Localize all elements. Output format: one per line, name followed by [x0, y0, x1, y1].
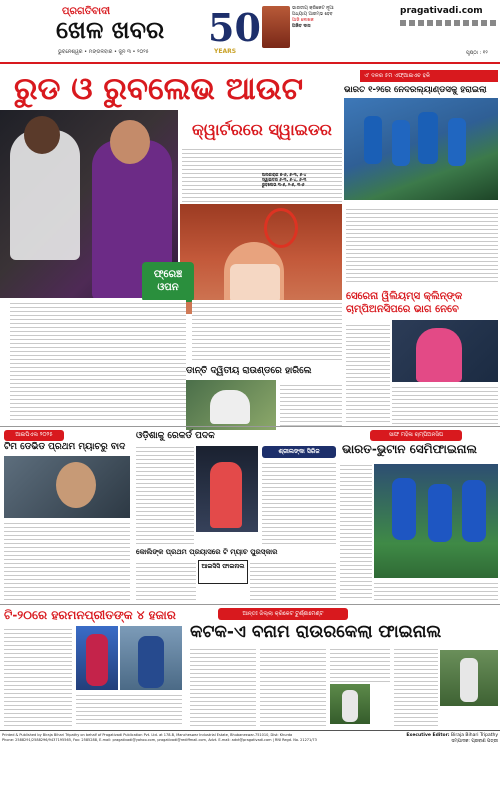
- promo-name: ଅଜିତ ଦାସ: [292, 24, 311, 29]
- footer-contact: Phone: 2588291/2588296/9437195565, Fax: 2585288, E-mail: pragativadi@yahoo.com, pragativadi@rediffmail.com, Advt. E-mail: advt@pragativadi.com | RNI Regd. No. 21271/73: [2, 738, 317, 742]
- score-line: ଅଲକାରାଜ ୭-୬, ୬-୩, ୬-୪: [262, 172, 307, 177]
- ipl-photo: [4, 456, 130, 518]
- t20-body: [4, 626, 72, 726]
- anniversary-logo: [200, 4, 260, 60]
- football-kicker: ସାଫ ମହିଳା ଚାମ୍ପିଅନସିପ: [370, 430, 462, 441]
- lead-headline: ରୁଡ ଓ ରୁବଲେଭ ଆଉଟ: [14, 71, 304, 107]
- promo-line-3: ଆଜି ଲେଖକ: [292, 18, 314, 23]
- section-title: ଖେଳ ଖବର: [56, 16, 165, 44]
- serena-player: [416, 328, 462, 382]
- football-body: [340, 462, 372, 600]
- hockey-body: [346, 206, 498, 284]
- district-body-2: [260, 646, 326, 726]
- draper-body: [280, 382, 342, 428]
- serena-body-right: [392, 384, 498, 424]
- ipl-player-head: [56, 462, 96, 508]
- promo-line-2: ଅଧ୍ୟାୟ ଆରମ୍ଭ ହେବ: [292, 12, 333, 17]
- district-headline: କଟକ-ଏ ବନାମ ରାଉରକେଲା ଫାଇନାଲ: [190, 622, 442, 642]
- draper-photo: [186, 380, 276, 430]
- cricketer: [138, 636, 164, 688]
- brand-name: ପ୍ରଗତିବାଦୀ: [62, 6, 111, 17]
- football-headline: ଭାରତ-ଭୁଟାନ ସେମିଫାଇନାଲ: [342, 442, 477, 456]
- score-line: ସ୍ୱାଇଡର ୬-୩, ୬-୪, ୬-୩: [262, 177, 307, 183]
- draper-headline: ଡାନ୍ତି ଦ୍ୱିତୀୟ ରାଉଣ୍ଡରେ ହାରିଲେ: [186, 366, 312, 376]
- anniversary-label: YEARS: [214, 48, 237, 55]
- athletics-photo: [196, 446, 258, 532]
- t20-photo-2: [120, 626, 182, 690]
- district-body-1: [190, 646, 256, 726]
- athletics-body-right: [262, 460, 336, 544]
- hockey-photo: [344, 98, 498, 200]
- racket-icon: [264, 208, 298, 248]
- athletics-foot-body: [136, 560, 196, 600]
- t20-body-bottom: [76, 692, 182, 726]
- lead-body-right: [192, 300, 342, 362]
- social-row: [400, 20, 496, 26]
- district-photo-1: [330, 684, 370, 724]
- hockey-player: [364, 116, 382, 164]
- footer-imprint: Printed & Published by Biraja Bihari Tripathy on behalf of Pragativadi Publication Pvt. Ltd. at 178-B, Mancheswar Industrial Estate, Bhubaneswar-751010, Dist: Khurda: [2, 733, 293, 737]
- athletics-tag: [262, 446, 336, 458]
- serena-headline-2: ଚାମ୍ପିଅନସିପରେ ଭାଗ ନେବେ: [346, 304, 459, 315]
- football-body-bottom: [374, 580, 498, 600]
- district-kicker: ଆନ୍ତଃ ଜିଲ୍ଲା କ୍ରିକେଟ ଟୁର୍ଣ୍ଣାମେଣ୍ଟ: [218, 608, 348, 620]
- athletics-foot-right: [250, 560, 336, 600]
- section-divider: [0, 604, 500, 605]
- badge-text: ଫ୍ରେଞ୍ଚ ଓପନ: [153, 269, 183, 293]
- hockey-player: [392, 120, 410, 166]
- football-photo: [374, 464, 498, 578]
- footer: [2, 733, 386, 743]
- athletics-body: [136, 444, 194, 544]
- athlete-figure: [210, 462, 242, 528]
- editor-label: Executive Editor:: [406, 733, 450, 738]
- editor-name: Biraja Bihari Tripathy: [451, 733, 498, 738]
- t20-headline: ଟି-୨୦ରେ ହରମନପ୍ରୀତଙ୍କ ୪ ହଜାର: [4, 608, 176, 622]
- serena-headline-1: ସେରେନା ୱିଲିୟମ୍ସ କ୍ଲିନ୍ଙ୍କ: [346, 291, 463, 302]
- lead-scores: [262, 172, 342, 188]
- footballer: [462, 480, 486, 542]
- hockey-player: [418, 112, 438, 164]
- masthead-rule: [0, 62, 500, 64]
- serena-body-left: [346, 322, 390, 422]
- anniversary-number: 50: [208, 5, 261, 50]
- icc-badge-text: ଆଇସିସି ଫାଇନାଲ: [201, 563, 245, 570]
- french-open-badge: [142, 262, 194, 302]
- draper-player: [210, 390, 250, 424]
- athletics-headline: ଓଡ଼ିଶାକୁ ରେକର୍ଡ ପଦକ: [136, 431, 215, 441]
- serena-photo: [392, 320, 498, 382]
- editor-odia: ସମ୍ପାଦକ: ପ୍ରବୀଣ ପତ୍ରୀ: [451, 739, 498, 744]
- footballer: [428, 484, 452, 542]
- lead-subhead: କ୍ୱାର୍ଟରରେ ସ୍ୱାଇଡର: [192, 120, 332, 139]
- district-body-4: [394, 646, 438, 726]
- promo-photo: [262, 6, 290, 48]
- player-right-head: [110, 120, 150, 164]
- ipl-headline: ଟିମ ଡେଭିଡ ପ୍ରଥମ ମ୍ୟାଚରୁ ବାଦ: [4, 442, 126, 452]
- section-divider: [0, 426, 500, 427]
- ipl-body: [4, 520, 130, 600]
- dateline: ଭୁବନେଶ୍ୱର • ମଙ୍ଗଳବାର • ଜୁନ ୩ • ୨୦୨୫: [58, 49, 149, 55]
- lead-body-bottom: [10, 300, 186, 422]
- district-photo-2: [440, 650, 498, 706]
- player-top: [230, 264, 280, 304]
- hockey-kicker: ଏ' ଦଳର ୫ମ ଏଫ୍‌ଆଇଏଚ ହକି: [360, 70, 498, 82]
- athletics-tag-text: ଶ୍ରୀଲଙ୍କା ସିରିଜ: [278, 448, 320, 455]
- district-player: [342, 690, 358, 722]
- t20-photo-1: [76, 626, 118, 690]
- icc-badge: [198, 560, 248, 584]
- promo-box: [292, 6, 372, 30]
- district-body-3: [330, 646, 390, 682]
- masthead: [0, 0, 500, 70]
- hockey-player: [448, 118, 466, 166]
- footer-rule: [0, 730, 500, 731]
- footballer: [392, 478, 416, 540]
- promo-line-1: ଭାରତୀୟ କ୍ରିକେଟ ନୂଆ: [292, 6, 334, 11]
- footer-editor: [390, 733, 498, 745]
- hockey-headline: ଭାରତ ୧-୨ରେ ନେଦରଲ୍ୟାଣ୍ଡସକୁ ହରାଇଲା: [344, 85, 487, 95]
- site-url[interactable]: pragativadi.com: [400, 6, 483, 16]
- district-player: [460, 658, 478, 702]
- tennis-photo: [180, 204, 342, 314]
- cricketer: [86, 634, 108, 686]
- player-left-head: [24, 116, 60, 154]
- athletics-subhead: କୋଲିଙ୍କ ପ୍ରଥମ ପ୍ରୟାସରେ ଟି ମ୍ୟାଚ ପୁରସ୍କାର: [136, 548, 278, 556]
- ipl-kicker: ଆଇପିଏଲ ୨୦୨୫: [4, 430, 64, 441]
- page-number: ପୃଷ୍ଠା : ୧୨: [466, 50, 488, 56]
- score-line: ରୁବଲେଭ ୩-୬, ୨-୬, ୩-୬: [262, 182, 305, 188]
